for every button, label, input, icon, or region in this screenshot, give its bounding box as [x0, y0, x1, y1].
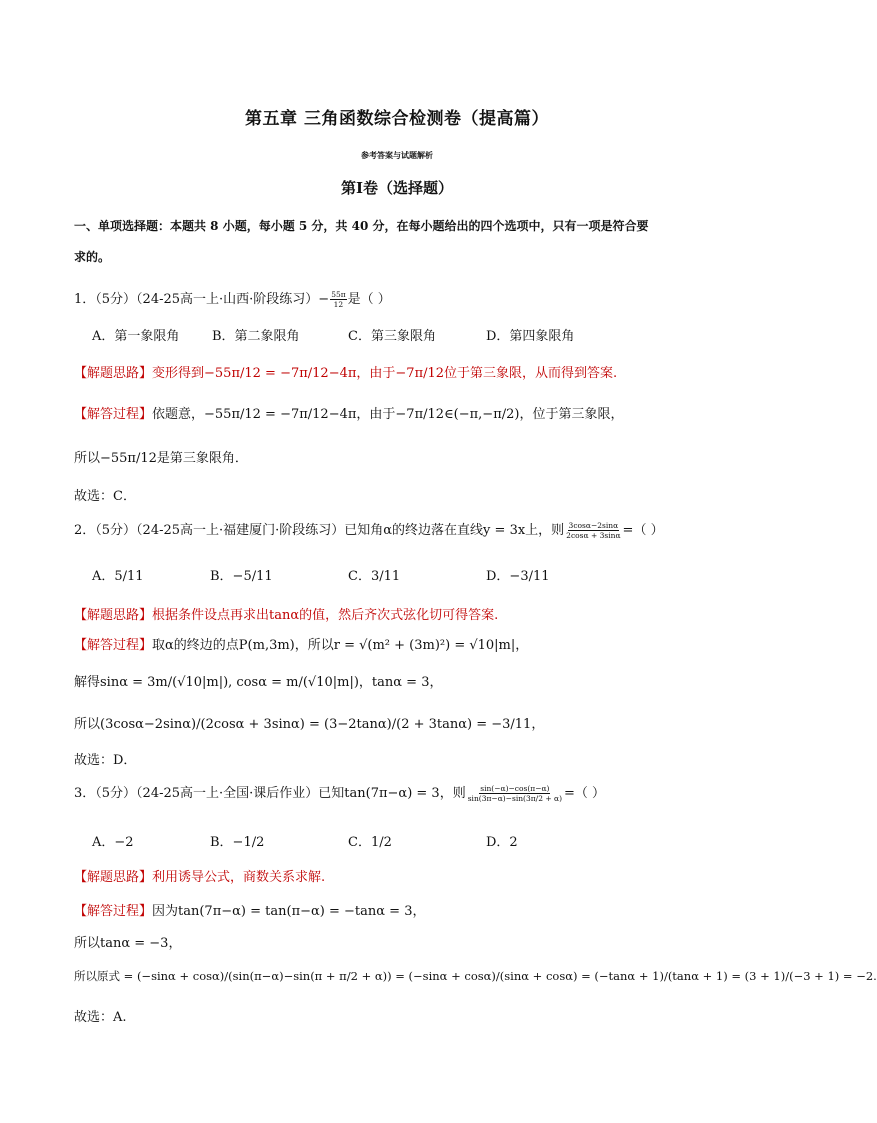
- question-3-fraction: $\frac{\sin(-\alpha)-\cos(\pi-\alpha)}{\sin(3\pi-\alpha)-\sin(3\pi/2 + \alpha)}$: [467, 784, 563, 803]
- question-2-option-d: D．−3/11: [486, 569, 550, 584]
- process-text: 取α的终边的点P(m,3m)，所以r = √(m² + (3m)²) = √10|m|，: [152, 638, 529, 653]
- idea-tag: 【解题思路】: [74, 870, 153, 885]
- part-title: 第I卷（选择题）: [340, 179, 454, 197]
- question-2-stem-suffix: =（ ）: [622, 523, 664, 538]
- question-3-stem-text: 3．（5分）（24-25高一上·全国·课后作业）已知tan(7π−α) = 3，则: [74, 786, 466, 801]
- question-1-answer: 故选：C．: [74, 489, 136, 504]
- section-intro-line1: 一、单项选择题：本题共 8 小题，每小题 5 分，共 40 分，在每小题给出的四个选项中，只有一项是符合要: [74, 219, 649, 233]
- question-1-option-c: C．第三象限角: [348, 329, 436, 344]
- question-3-stem-suffix: =（ ）: [564, 786, 606, 801]
- question-3-stem: [74, 782, 605, 803]
- question-3-process-line3: 所以原式 = (−sinα + cosα)/(sin(π−α)−sin(π + π/2 + α)) = (−sinα + cosα)/(sinα + cosα) = (−tanα + 1)/(tanα + 1) = (3 + 1)/(−3 + 1) = −2.: [74, 969, 877, 983]
- process-tag: 【解答过程】: [74, 407, 153, 422]
- question-1-option-a: A．第一象限角: [92, 329, 180, 344]
- question-3-process-line2: 所以tanα = −3，: [74, 936, 182, 951]
- question-3-option-b: B．−1/2: [210, 835, 265, 850]
- section-intro-line2: 求的。: [74, 250, 111, 264]
- idea-text: 根据条件设点再求出tanα的值，然后齐次式弦化切可得答案.: [152, 608, 499, 623]
- question-1-option-d: D．第四象限角: [486, 329, 575, 344]
- question-1-stem-prefix: 1．（5分）（24-25高一上·山西·阶段练习）−: [74, 292, 330, 307]
- question-2-option-c: C．3/11: [348, 569, 401, 584]
- question-2-answer: 故选：D．: [74, 753, 137, 768]
- process-text: 依题意，−55π/12 = −7π/12−4π，由于−7π/12∈(−π,−π/2)，位于第三象限，: [152, 407, 624, 422]
- question-3-option-c: C．1/2: [348, 835, 392, 850]
- question-2-stem: [74, 519, 664, 540]
- question-1-fraction: $\frac{55\pi}{12}$: [331, 290, 346, 309]
- question-2-process-line3: 所以(3cosα−2sinα)/(2cosα + 3sinα) = (3−2tanα)/(2 + 3tanα) = −3/11，: [74, 717, 545, 732]
- question-3-process: [74, 900, 425, 919]
- question-2-stem-text: 2．（5分）（24-25高一上·福建厦门·阶段练习）已知角α的终边落在直线y = 3x上，则: [74, 523, 565, 538]
- question-3-option-d: D．2: [486, 835, 518, 850]
- question-1-process-line2: 所以−55π/12是第三象限角．: [74, 451, 248, 466]
- idea-tag: 【解题思路】: [74, 366, 153, 381]
- question-2-fraction: $\frac{3\cos\alpha-2\sin\alpha}{2\cos\alpha + 3\sin\alpha}$: [566, 521, 621, 540]
- idea-tag: 【解题思路】: [74, 608, 153, 623]
- question-2-idea: [74, 604, 498, 623]
- page-title: 第五章 三角函数综合检测卷（提高篇）: [245, 109, 549, 129]
- question-1-process: [74, 403, 623, 422]
- question-1-stem: [74, 288, 391, 309]
- process-text: 因为tan(7π−α) = tan(π−α) = −tanα = 3，: [152, 904, 426, 919]
- question-3-answer: 故选：A.: [74, 1010, 127, 1025]
- process-tag: 【解答过程】: [74, 904, 153, 919]
- question-3-idea: [74, 866, 325, 885]
- process-tag: 【解答过程】: [74, 638, 153, 653]
- idea-text: 变形得到−55π/12 = −7π/12−4π，由于−7π/12位于第三象限，从而得到答案.: [152, 366, 618, 381]
- question-2-process-line2: 解得sinα = 3m/(√10|m|), cosα = m/(√10|m|)，tanα = 3，: [74, 675, 443, 690]
- page-subtitle: 参考答案与试题解析: [361, 150, 433, 160]
- question-1-stem-suffix: 是（ ）: [347, 292, 391, 307]
- question-2-option-a: A．5/11: [92, 569, 144, 584]
- question-2-option-b: B．−5/11: [210, 569, 273, 584]
- question-1-option-b: B．第二象限角: [212, 329, 300, 344]
- idea-text: 利用诱导公式，商数关系求解.: [152, 870, 326, 885]
- question-1-idea: [74, 362, 617, 381]
- question-2-process: [74, 634, 528, 653]
- question-3-option-a: A．−2: [92, 835, 134, 850]
